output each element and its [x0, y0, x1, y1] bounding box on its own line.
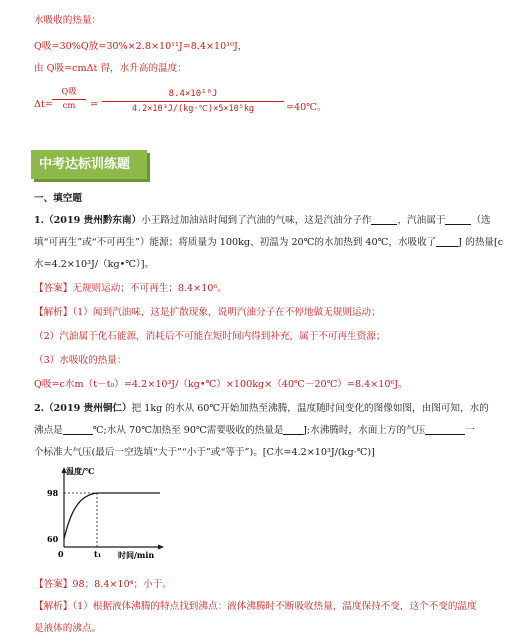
formula-fraction-2 [102, 87, 284, 116]
explanation-1-c: （3）水吸收的热量： [34, 355, 127, 366]
question-1-line-1 [34, 214, 503, 228]
question-text: （选 [471, 215, 491, 226]
temperature-formula [34, 86, 334, 126]
question-text: 一 [465, 425, 475, 436]
formula-denominator: cm [62, 101, 76, 111]
explanation-1-b: （2）汽油属于化石能源，消耗后不可能在短时间内得到补充，属于不可再生资源； [34, 331, 386, 342]
answer-blank[interactable] [63, 424, 93, 435]
question-text: 沸点是 [34, 425, 63, 436]
formula-result: =40℃。 [286, 102, 327, 113]
answer-1: 【答案】无规则运动；不可再生；8.4×10⁶。 [34, 283, 227, 294]
question-text: J;水沸腾时，水面上方的气压 [303, 425, 426, 436]
question-source: （2019 贵州铜仁） [44, 403, 132, 414]
formula-delta-t: Δt= [34, 99, 53, 110]
formula-fraction-1 [52, 86, 86, 113]
x-axis-arrow-icon [158, 545, 164, 550]
answer-blank[interactable] [371, 214, 397, 225]
explanation-1-d: Q吸=c水m（t－t₀）=4.2×10³J/（kg•℃）×100kg×（40℃－20℃）=8.4×10⁶J。 [34, 379, 408, 390]
question-number: 1. [34, 215, 45, 226]
question-text: 填“可再生”或“不可再生”）能源；将质量为 100kg、初温为 20℃的水加热到 40℃，水吸收了 [34, 237, 437, 248]
explanation-1-a: 【解析】（1）闻到汽油味，这是扩散现象，说明汽油分子在不停地做无规则运动； [34, 307, 381, 318]
question-1-line-3: 水=4.2×10³J/（kg•℃）]。 [34, 259, 155, 270]
explanation-2-b: 是液体的沸点。 [34, 623, 102, 634]
calc-text-line: 水吸收的热量： [34, 15, 102, 26]
question-2-line-1 [34, 402, 503, 416]
question-text: ，汽油属于 [397, 215, 446, 226]
graph-x-label: 时间/min [118, 550, 155, 560]
calc-text-line: 由 Q吸=cmΔt 得，水升高的温度： [34, 63, 187, 74]
question-1-line-2 [34, 236, 503, 250]
graph-y-tick-60: 60 [47, 534, 59, 544]
question-text: 把 1kg 的水从 60℃开始加热至沸腾，温度随时间变化的图像如图，由图可知，水的 [131, 403, 489, 414]
question-text: ℃;水从 70℃加热至 90℃需要吸收的热量是 [92, 425, 284, 436]
calc-text-line: Q吸=30%Q放=30%×2.8×10¹¹J=8.4×10¹⁰J， [34, 41, 248, 52]
temperature-time-graph [34, 465, 174, 565]
answer-blank[interactable] [445, 214, 471, 225]
answer-2: 【答案】98；8.4×10⁴；小于。 [34, 579, 172, 590]
answer-blank[interactable] [283, 424, 303, 435]
question-2-line-2 [34, 424, 503, 438]
question-text: 小王路过加油站时闻到了汽油的气味，这是汽油分子作 [141, 215, 372, 226]
graph-t1-tick: t₁ [94, 549, 102, 559]
question-source: （2019 贵州黔东南） [44, 215, 142, 226]
formula-equals: = [90, 99, 99, 110]
graph-origin: 0 [58, 549, 64, 559]
answer-blank[interactable] [425, 424, 465, 435]
graph-y-label: 温度/℃ [66, 466, 95, 476]
section-heading: 一、填空题 [34, 193, 82, 204]
question-number: 2. [34, 403, 45, 414]
question-2-line-3: 个标准大气压(最后一空选填“大于”“小于”或“等于”)。[C水=4.2×10³J/(kg·℃)] [34, 447, 375, 458]
explanation-2-a: 【解析】（1）根据液体沸腾的特点找到沸点：液体沸腾时不断吸收热量，温度保持不变，这个不变的温度 [34, 601, 477, 612]
formula-numerator: Q吸 [52, 86, 86, 100]
question-text: J 的热量[c [458, 237, 504, 248]
heating-curve [64, 493, 160, 539]
graph-y-tick-98: 98 [47, 488, 59, 498]
answer-blank[interactable] [436, 236, 458, 247]
section-banner: 中考达标训练题 [31, 150, 147, 179]
formula-numerator: 8.4×10¹⁰J [102, 87, 284, 102]
formula-denominator: 4.2×10³J/(kg·℃)×5×10⁵kg [131, 104, 255, 114]
